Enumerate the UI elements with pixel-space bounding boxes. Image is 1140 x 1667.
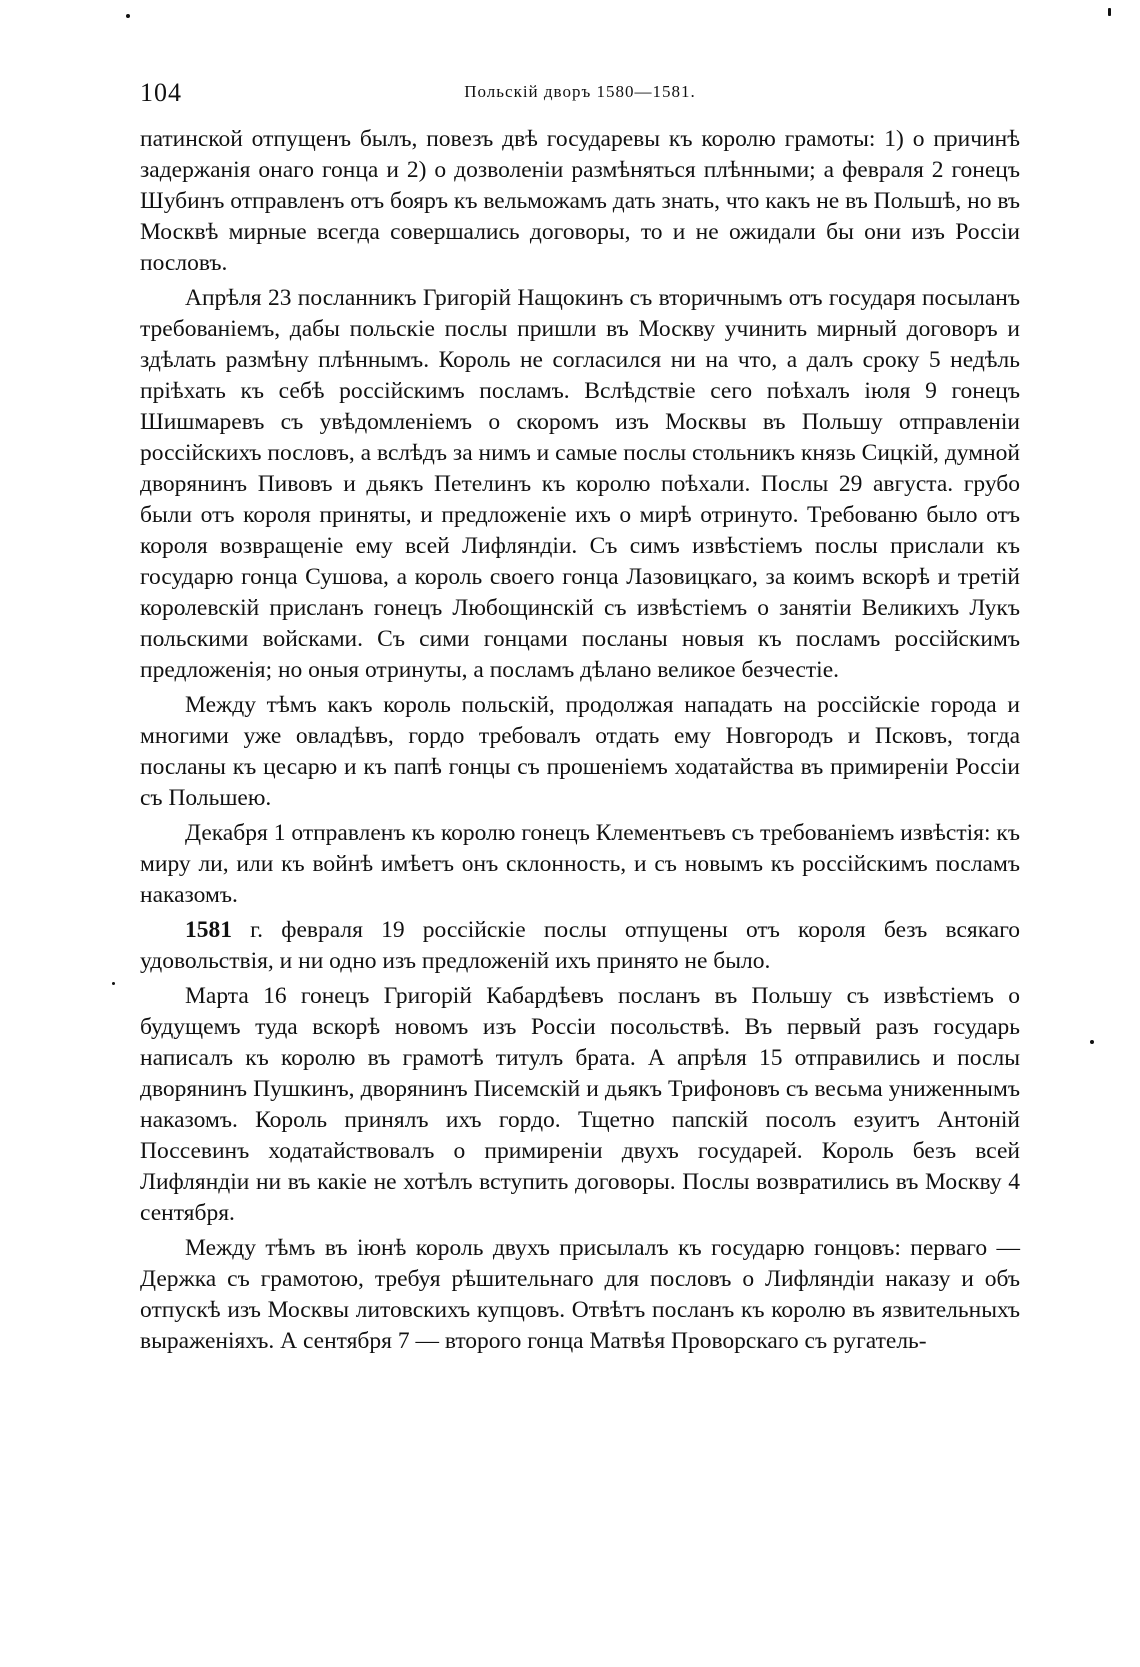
- scan-speck: [112, 982, 115, 985]
- paragraph: [140, 690, 1020, 814]
- page-number: 104: [140, 78, 182, 107]
- paragraph: [140, 124, 1020, 279]
- page-header: [140, 78, 1020, 108]
- year-lead: 1581: [185, 917, 232, 943]
- paragraph-text: г. февраля 19 россійскіе послы отпущены отъ короля безъ всякаго удовольствія, и ни одно изъ предложеній ихъ принято не было.: [140, 917, 1020, 974]
- paragraph-text: Между тѣмъ какъ король польскій, продолжая нападать на россійскіе города и многими уже овладѣвъ, гордо требовалъ отдать ему Новгородъ и Псковъ, тогда посланы къ цесарю и къ папѣ гонцы съ прошеніемъ ходатайства въ примиреніи Россіи съ Польшею.: [140, 692, 1020, 811]
- body-text: [140, 124, 1020, 1357]
- scan-speck: [1090, 1040, 1094, 1044]
- paragraph: [140, 818, 1020, 911]
- paragraph: [140, 283, 1020, 686]
- paragraph: [140, 915, 1020, 977]
- paragraph-text: патинской отпущенъ былъ, повезъ двѣ государевы къ королю грамоты: 1) о причинѣ задержанія онаго гонца и 2) о дозволеніи размѣняться плѣнными; а февраля 2 гонецъ Шубинъ отправленъ отъ бояръ къ вельможамъ дать знать, что какъ не въ Польшѣ, но въ Москвѣ мирные всегда совершались договоры, то и не ожидали бы они изъ Россіи пословъ.: [140, 126, 1020, 276]
- scan-speck: [126, 14, 130, 18]
- paragraph-text: Декабря 1 отправленъ къ королю гонецъ Клементьевъ съ требованіемъ извѣстія: къ миру ли, или къ войнѣ имѣетъ онъ склонность, и съ новымъ къ россійскимъ посламъ наказомъ.: [140, 820, 1020, 908]
- paragraph: [140, 981, 1020, 1229]
- paragraph: [140, 1233, 1020, 1357]
- paragraph-text: Марта 16 гонецъ Григорій Кабардѣевъ посланъ въ Польшу съ извѣстіемъ о будущемъ туда вскорѣ новомъ изъ Россіи посольствѣ. Въ первый разъ государь написалъ къ королю въ грамотѣ титулъ брата. А апрѣля 15 отправились и послы дворянинъ Пушкинъ, дворянинъ Писемскій и дьякъ Трифоновъ съ весьма униженнымъ наказомъ. Король принялъ ихъ гордо. Тщетно папскій посолъ езуитъ Антоній Поссевинъ ходатайствовалъ о примиреніи двухъ государей. Король безъ всей Лифляндіи ни въ какіе не хотѣлъ вступить договоры. Послы возвратились въ Москву 4 сентября.: [140, 983, 1020, 1226]
- paragraph-text: Апрѣля 23 посланникъ Григорій Нащокинъ съ вторичнымъ отъ государя посыланъ требованіемъ, дабы польскіе послы пришли въ Москву учинить мирный договоръ и здѣлать размѣну плѣннымъ. Король не согласился ни на что, а далъ сроку 5 недѣль пріѣхать къ себѣ россійскимъ посламъ. Вслѣдствіе сего поѣхалъ іюля 9 гонецъ Шишмаревъ съ увѣдомленіемъ о скоромъ изъ Москвы въ Польшу отправленіи россійскихъ пословъ, а вслѣдъ за нимъ и самые послы стольникъ князь Сицкій, думной дворянинъ Пивовъ и дьякъ Петелинъ къ королю поѣхали. Послы 29 августа. грубо были отъ короля приняты, и предложеніе ихъ о мирѣ отринуто. Требованю было отъ короля возвращеніе ему всей Лифляндіи. Съ симъ извѣстіемъ послы прислали къ государю гонца Сушова, а король своего гонца Лазовицкаго, за коимъ вскорѣ и третій королевскій присланъ гонецъ Любощинскій съ извѣстіемъ о занятіи Великихъ Лукъ польскими войсками. Съ сими гонцами посланы новыя къ посламъ россійскимъ предложенія; но оныя отринуты, а посламъ дѣлано великое безчестіе.: [140, 285, 1020, 683]
- running-title: Польскій дворъ 1580—1581.: [464, 82, 696, 101]
- paragraph-text: Между тѣмъ въ іюнѣ король двухъ присылалъ къ государю гонцовъ: перваго — Держка съ грамотою, требуя рѣшительнаго для пословъ о Лифляндіи наказу и объ отпускѣ изъ Москвы литовскихъ купцовъ. Отвѣтъ посланъ къ королю въ язвительныхъ выраженіяхъ. А сентября 7 — второго гонца Матвѣя Проворскаго съ ругатель-: [140, 1235, 1020, 1354]
- scan-speck: [1108, 8, 1111, 16]
